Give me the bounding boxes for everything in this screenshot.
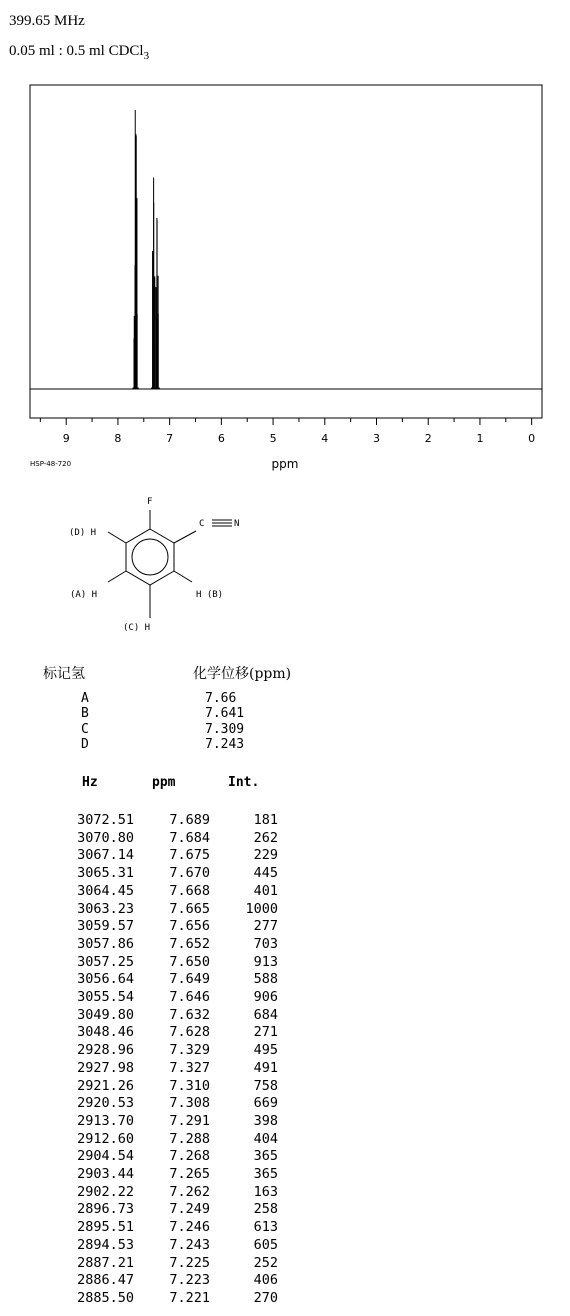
peak-hz: 2886.47: [77, 1272, 134, 1289]
atom-f: F: [147, 497, 153, 507]
peak-hz: 3057.25: [77, 953, 134, 970]
spectrum-peaks: [133, 110, 160, 389]
peak-hz: 3057.86: [77, 935, 134, 952]
peak-int: 252: [253, 1254, 278, 1271]
peak-ppm: 7.268: [169, 1148, 210, 1165]
shift-label: A: [81, 691, 89, 706]
peak-hz: 3059.57: [77, 918, 134, 935]
peak-hz: 2887.21: [77, 1254, 134, 1271]
peak-int: 258: [253, 1201, 278, 1218]
bond-ha: [108, 571, 126, 582]
shift-label: D: [81, 736, 89, 752]
bond-hb: [174, 571, 192, 582]
peak-int: 277: [253, 918, 278, 935]
peak-ppm: 7.646: [169, 989, 210, 1005]
peak-hz: 2912.60: [77, 1130, 134, 1147]
peak-ppm: 7.628: [169, 1024, 210, 1041]
peak-ppm: 7.243: [169, 1236, 210, 1253]
peak-int: 271: [253, 1024, 278, 1041]
peak-int: 906: [253, 989, 278, 1005]
label-b: H (B): [196, 590, 224, 600]
x-tick-label: 6: [217, 432, 225, 445]
peak-hz: 2928.96: [77, 1042, 134, 1059]
bond-cn: [174, 531, 196, 543]
peak-int: 445: [253, 865, 278, 882]
peak-header-hz: Hz: [82, 775, 98, 790]
peak-hz: 2913.70: [77, 1112, 134, 1129]
peak-ppm: 7.262: [169, 1183, 210, 1200]
peak-hz: 2921.26: [77, 1077, 134, 1094]
peak-ppm: 7.656: [169, 918, 210, 935]
peak-hz: 2902.22: [77, 1183, 134, 1200]
x-tick-label: 3: [373, 432, 381, 445]
peak-int: 365: [253, 1148, 278, 1165]
bond-hd: [108, 532, 126, 543]
solvent-subscript: 3: [143, 50, 150, 62]
peak-hz: 3055.54: [77, 989, 134, 1005]
x-tick-label: 1: [476, 432, 484, 445]
peak-ppm: 7.665: [169, 900, 210, 917]
x-tick-label: 5: [269, 432, 277, 445]
spectrum-code: HSP-48-720: [30, 460, 72, 468]
x-tick-label: 4: [321, 432, 329, 445]
peak-ppm: 7.225: [169, 1254, 210, 1271]
peak-int: 270: [253, 1289, 278, 1306]
shift-header-shift: 化学位移(ppm): [193, 666, 292, 682]
shift-value: 7.641: [205, 706, 245, 722]
peak-hz: 3070.80: [77, 829, 134, 846]
spectrometer-frequency: 399.65 MHz: [9, 13, 85, 29]
x-tick-label: 9: [62, 432, 70, 445]
atom-c-nitrile: C: [199, 519, 205, 529]
peak-int: 398: [253, 1112, 278, 1129]
peak-int: 495: [253, 1042, 278, 1059]
peak-int: 401: [253, 882, 278, 899]
peak-ppm: 7.689: [169, 812, 210, 828]
peak-ppm: 7.684: [169, 829, 210, 846]
x-axis-ticks: [40, 418, 531, 425]
label-d: (D) H: [69, 528, 97, 538]
x-tick-label: 2: [424, 432, 432, 445]
peak-ppm: 7.327: [169, 1059, 210, 1076]
x-axis-label: ppm: [271, 457, 299, 471]
peak-ppm: 7.670: [169, 865, 210, 882]
peak-int: 588: [253, 971, 278, 988]
peak-ppm: 7.308: [169, 1095, 210, 1112]
peak-hz: 3063.23: [77, 900, 134, 917]
peak-int: 758: [253, 1077, 278, 1094]
label-c: (C) H: [123, 623, 151, 633]
peak-ppm: 7.249: [169, 1201, 210, 1218]
atom-n: N: [234, 519, 240, 529]
label-a: (A) H: [70, 590, 98, 600]
peak-hz: 3049.80: [77, 1006, 134, 1023]
peak-int: 365: [253, 1166, 278, 1182]
solvent-text: 0.05 ml : 0.5 ml CDCl: [9, 43, 144, 59]
shift-header-h: 标记氢: [43, 666, 85, 682]
peak-ppm: 7.246: [169, 1219, 210, 1236]
peak-ppm: 7.221: [169, 1289, 210, 1306]
plot-frame: [30, 85, 542, 418]
x-tick-label: 0: [528, 432, 536, 445]
peak-int: 181: [253, 812, 278, 828]
peak-int: 669: [253, 1095, 278, 1112]
peak-hz: 3065.31: [77, 865, 134, 882]
peak-hz: 2885.50: [77, 1289, 134, 1306]
peak-ppm: 7.329: [169, 1042, 210, 1059]
peak-header-ppm: ppm: [152, 775, 176, 790]
peak-hz: 2896.73: [77, 1201, 134, 1218]
molecule-structure: [60, 490, 300, 640]
peak-int: 491: [253, 1059, 278, 1076]
peak-hz: 2904.54: [77, 1148, 134, 1165]
peak-ppm: 7.288: [169, 1130, 210, 1147]
peak-hz: 2927.98: [77, 1059, 134, 1076]
shift-label: B: [81, 706, 89, 722]
peak-ppm: 7.310: [169, 1077, 210, 1094]
x-axis-tick-labels: [63, 432, 535, 445]
peak-ppm: 7.649: [169, 971, 210, 988]
peak-int: 613: [253, 1219, 278, 1236]
peak-int: 262: [253, 829, 278, 846]
peak-ppm: 7.632: [169, 1006, 210, 1023]
peak-ppm: 7.650: [169, 953, 210, 970]
peak-int: 404: [253, 1130, 278, 1147]
peak-ppm: 7.291: [169, 1112, 210, 1129]
peak-int: 1000: [245, 900, 278, 917]
shift-value: 7.309: [205, 721, 245, 737]
aromatic-circle: [132, 539, 168, 575]
peak-hz: 3064.45: [77, 882, 134, 899]
x-tick-label: 7: [166, 432, 174, 445]
shift-label: C: [81, 721, 89, 737]
sample-solvent: [9, 42, 149, 65]
shift-value: 7.66: [205, 691, 237, 706]
peak-hz: 3048.46: [77, 1024, 134, 1041]
peak-ppm: 7.675: [169, 847, 210, 864]
peak-int: 229: [253, 847, 278, 864]
benzene-ring: [126, 529, 174, 585]
peak-hz: 3067.14: [77, 847, 134, 864]
peak-int: 605: [253, 1236, 278, 1253]
peak-ppm: 7.652: [169, 935, 210, 952]
shift-value: 7.243: [205, 736, 245, 752]
peak-hz: 3072.51: [77, 812, 134, 828]
x-tick-label: 8: [114, 432, 122, 445]
peak-hz: 2894.53: [77, 1236, 134, 1253]
peak-hz: 3056.64: [77, 971, 134, 988]
peak-hz: 2920.53: [77, 1095, 134, 1112]
peak-ppm: 7.265: [169, 1166, 210, 1182]
peak-int: 163: [253, 1183, 278, 1200]
peak-header-int: Int.: [228, 775, 260, 790]
peak-int: 913: [253, 953, 278, 970]
peak-int: 406: [253, 1272, 278, 1289]
peak-int: 684: [253, 1006, 278, 1023]
peak-ppm: 7.223: [169, 1272, 210, 1289]
peak-ppm: 7.668: [169, 882, 210, 899]
peak-int: 703: [253, 935, 278, 952]
peak-hz: 2903.44: [77, 1166, 134, 1182]
peak-hz: 2895.51: [77, 1219, 134, 1236]
